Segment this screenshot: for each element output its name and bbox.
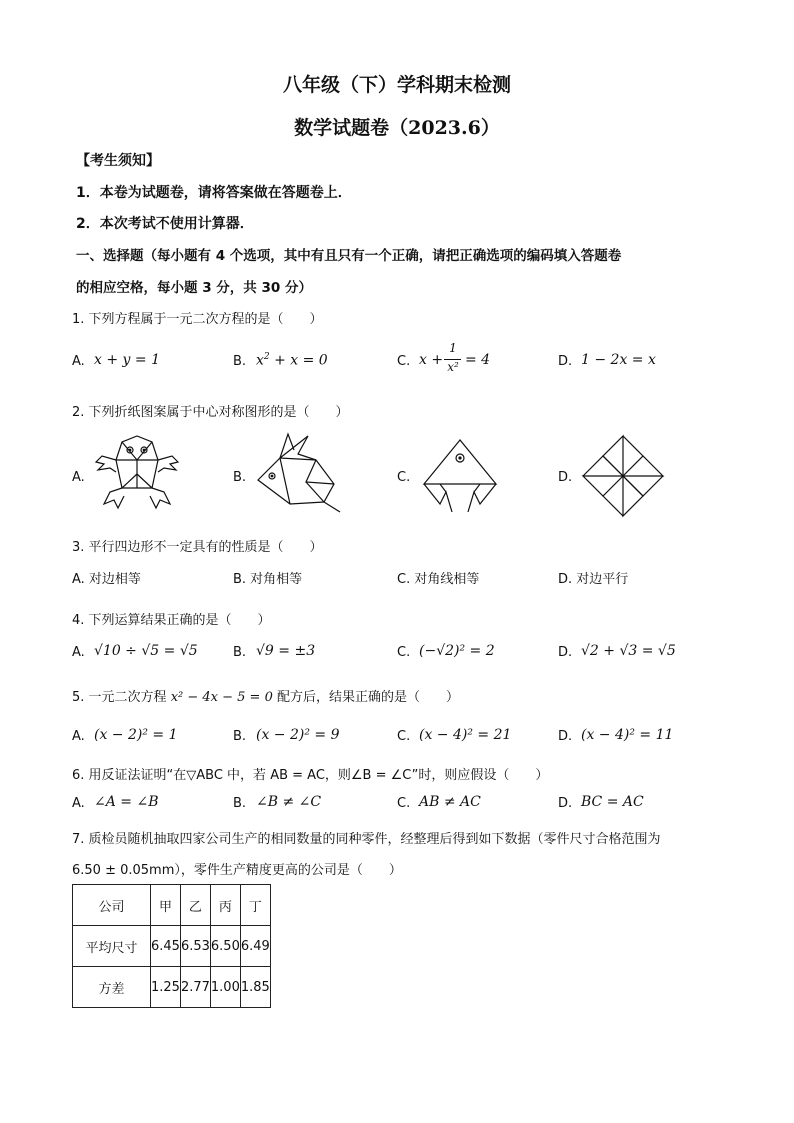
q6-label-c: C. <box>397 796 411 811</box>
table-row <box>73 926 271 967</box>
table-header-cell: 丙 <box>210 885 240 926</box>
q5-label-a: A. <box>72 729 85 744</box>
table-cell: 1.85 <box>240 967 270 1008</box>
table-cell: 6.50 <box>210 926 240 967</box>
table-cell: 6.45 <box>151 926 181 967</box>
section-heading-line1: 一、选择题（每小题有 4 个选项，其中有且只有一个正确，请把正确选项的编码填入答题卷 <box>76 248 622 264</box>
page-subtitle: 数学试题卷（2023.6） <box>294 117 500 139</box>
q6-label-b: B. <box>233 796 247 811</box>
question-3-stem: 3. 平行四边形不一定具有的性质是（ ） <box>72 540 323 555</box>
table-cell: 6.53 <box>180 926 210 967</box>
q4-label-a: A. <box>72 645 85 660</box>
company-data-table <box>72 884 271 1008</box>
q1-c-denominator: x² <box>447 360 459 374</box>
q1-c-numerator: 1 <box>449 341 457 355</box>
table-cell: 6.49 <box>240 926 270 967</box>
question-7-stem-line2: 6.50 ± 0.05mm），零件生产精度更高的公司是（ ） <box>72 863 402 878</box>
q4-option-b: √9 = ±3 <box>256 643 316 659</box>
table-cell: 1.00 <box>210 967 240 1008</box>
q5-option-a: (x − 2)² = 1 <box>94 727 178 743</box>
folded-bird-figure <box>416 436 504 520</box>
q1-b-sup: 2 <box>263 352 270 362</box>
q1-option-a: x + y = 1 <box>94 352 160 368</box>
q1-c-post: = 4 <box>465 352 491 368</box>
q5-label-c: C. <box>397 729 411 744</box>
q5-option-c: (x − 4)² = 21 <box>419 727 512 743</box>
q4-label-c: C. <box>397 645 411 660</box>
q6-label-a: A. <box>72 796 85 811</box>
question-6-stem: 6. 用反证法证明“在▽ABC 中，若 AB = AC，则∠B = ∠C”时，则应假设（ ） <box>72 768 549 783</box>
table-cell: 1.25 <box>151 967 181 1008</box>
folded-rabbit-figure <box>250 432 342 520</box>
q1-label-a: A. <box>72 354 85 369</box>
q1-option-d: 1 − 2x = x <box>581 352 656 368</box>
table-header-row <box>73 885 271 926</box>
q3-option-b: B. 对角相等 <box>233 572 303 587</box>
table-header-cell: 甲 <box>151 885 181 926</box>
q3-option-d: D. 对边平行 <box>558 572 629 587</box>
q1-label-c: C. <box>397 354 411 369</box>
question-7-stem-line1: 7. 质检员随机抽取四家公司生产的相同数量的同种零件，经整理后得到如下数据（零件尺寸合格范围为 <box>72 832 661 847</box>
table-header-cell: 公司 <box>73 885 151 926</box>
q3-option-c: C. 对角线相等 <box>397 572 480 587</box>
q2-label-d: D. <box>558 470 573 485</box>
question-4-stem: 4. 下列运算结果正确的是（ ） <box>72 613 271 628</box>
q6-option-a: ∠A = ∠B <box>94 794 159 810</box>
table-cell: 2.77 <box>180 967 210 1008</box>
q6-option-d: BC = AC <box>581 794 644 810</box>
table-cell: 方差 <box>73 967 151 1008</box>
q5-label-b: B. <box>233 729 247 744</box>
q1-b-rest: + x = 0 <box>269 352 328 369</box>
question-1-stem: 1. 下列方程属于一元二次方程的是（ ） <box>72 312 323 327</box>
q4-label-b: B. <box>233 645 247 660</box>
q6-label-d: D. <box>558 796 573 811</box>
q2-label-a: A. <box>72 470 85 485</box>
table-header-cell: 乙 <box>180 885 210 926</box>
q1-option-b <box>256 352 328 369</box>
q4-option-a: √10 ÷ √5 = √5 <box>94 643 198 659</box>
q1-label-d: D. <box>558 354 573 369</box>
table-row <box>73 967 271 1008</box>
page-title: 八年级（下）学科期末检测 <box>282 74 511 96</box>
q5-stem-post: 配方后，结果正确的是（ ） <box>277 690 460 705</box>
question-2-stem: 2. 下列折纸图案属于中心对称图形的是（ ） <box>72 405 349 420</box>
q1-b-base: x <box>256 352 264 369</box>
q6-option-b: ∠B ≠ ∠C <box>256 794 322 810</box>
folded-frog-figure <box>92 430 182 520</box>
notice-item-2: 2．本次考试不使用计算器． <box>76 216 254 232</box>
q5-label-d: D. <box>558 729 573 744</box>
q5-option-d: (x − 4)² = 11 <box>581 727 674 743</box>
notice-heading: 【考生须知】 <box>76 153 160 169</box>
q5-stem-pre: 5. 一元二次方程 <box>72 690 167 705</box>
q6-option-c: AB ≠ AC <box>419 794 481 810</box>
q4-label-d: D. <box>558 645 573 660</box>
question-5-stem <box>72 686 459 705</box>
table-cell: 平均尺寸 <box>73 926 151 967</box>
q2-label-b: B. <box>233 470 247 485</box>
q1-c-pre: x + <box>419 352 444 368</box>
table-header-cell: 丁 <box>240 885 270 926</box>
q4-option-c: (−√2)² = 2 <box>419 643 495 659</box>
q3-option-a: A. 对边相等 <box>72 572 141 587</box>
q1-label-b: B. <box>233 354 247 369</box>
q2-label-c: C. <box>397 470 411 485</box>
q5-stem-equation: x² − 4x − 5 = 0 <box>170 690 273 705</box>
q4-option-d: √2 + √3 = √5 <box>581 643 676 659</box>
q5-option-b: (x − 2)² = 9 <box>256 727 340 743</box>
section-heading-line2: 的相应空格，每小题 3 分，共 30 分） <box>76 280 312 296</box>
pinwheel-figure <box>576 434 670 518</box>
notice-item-1: 1．本卷为试题卷，请将答案做在答题卷上． <box>76 185 352 201</box>
